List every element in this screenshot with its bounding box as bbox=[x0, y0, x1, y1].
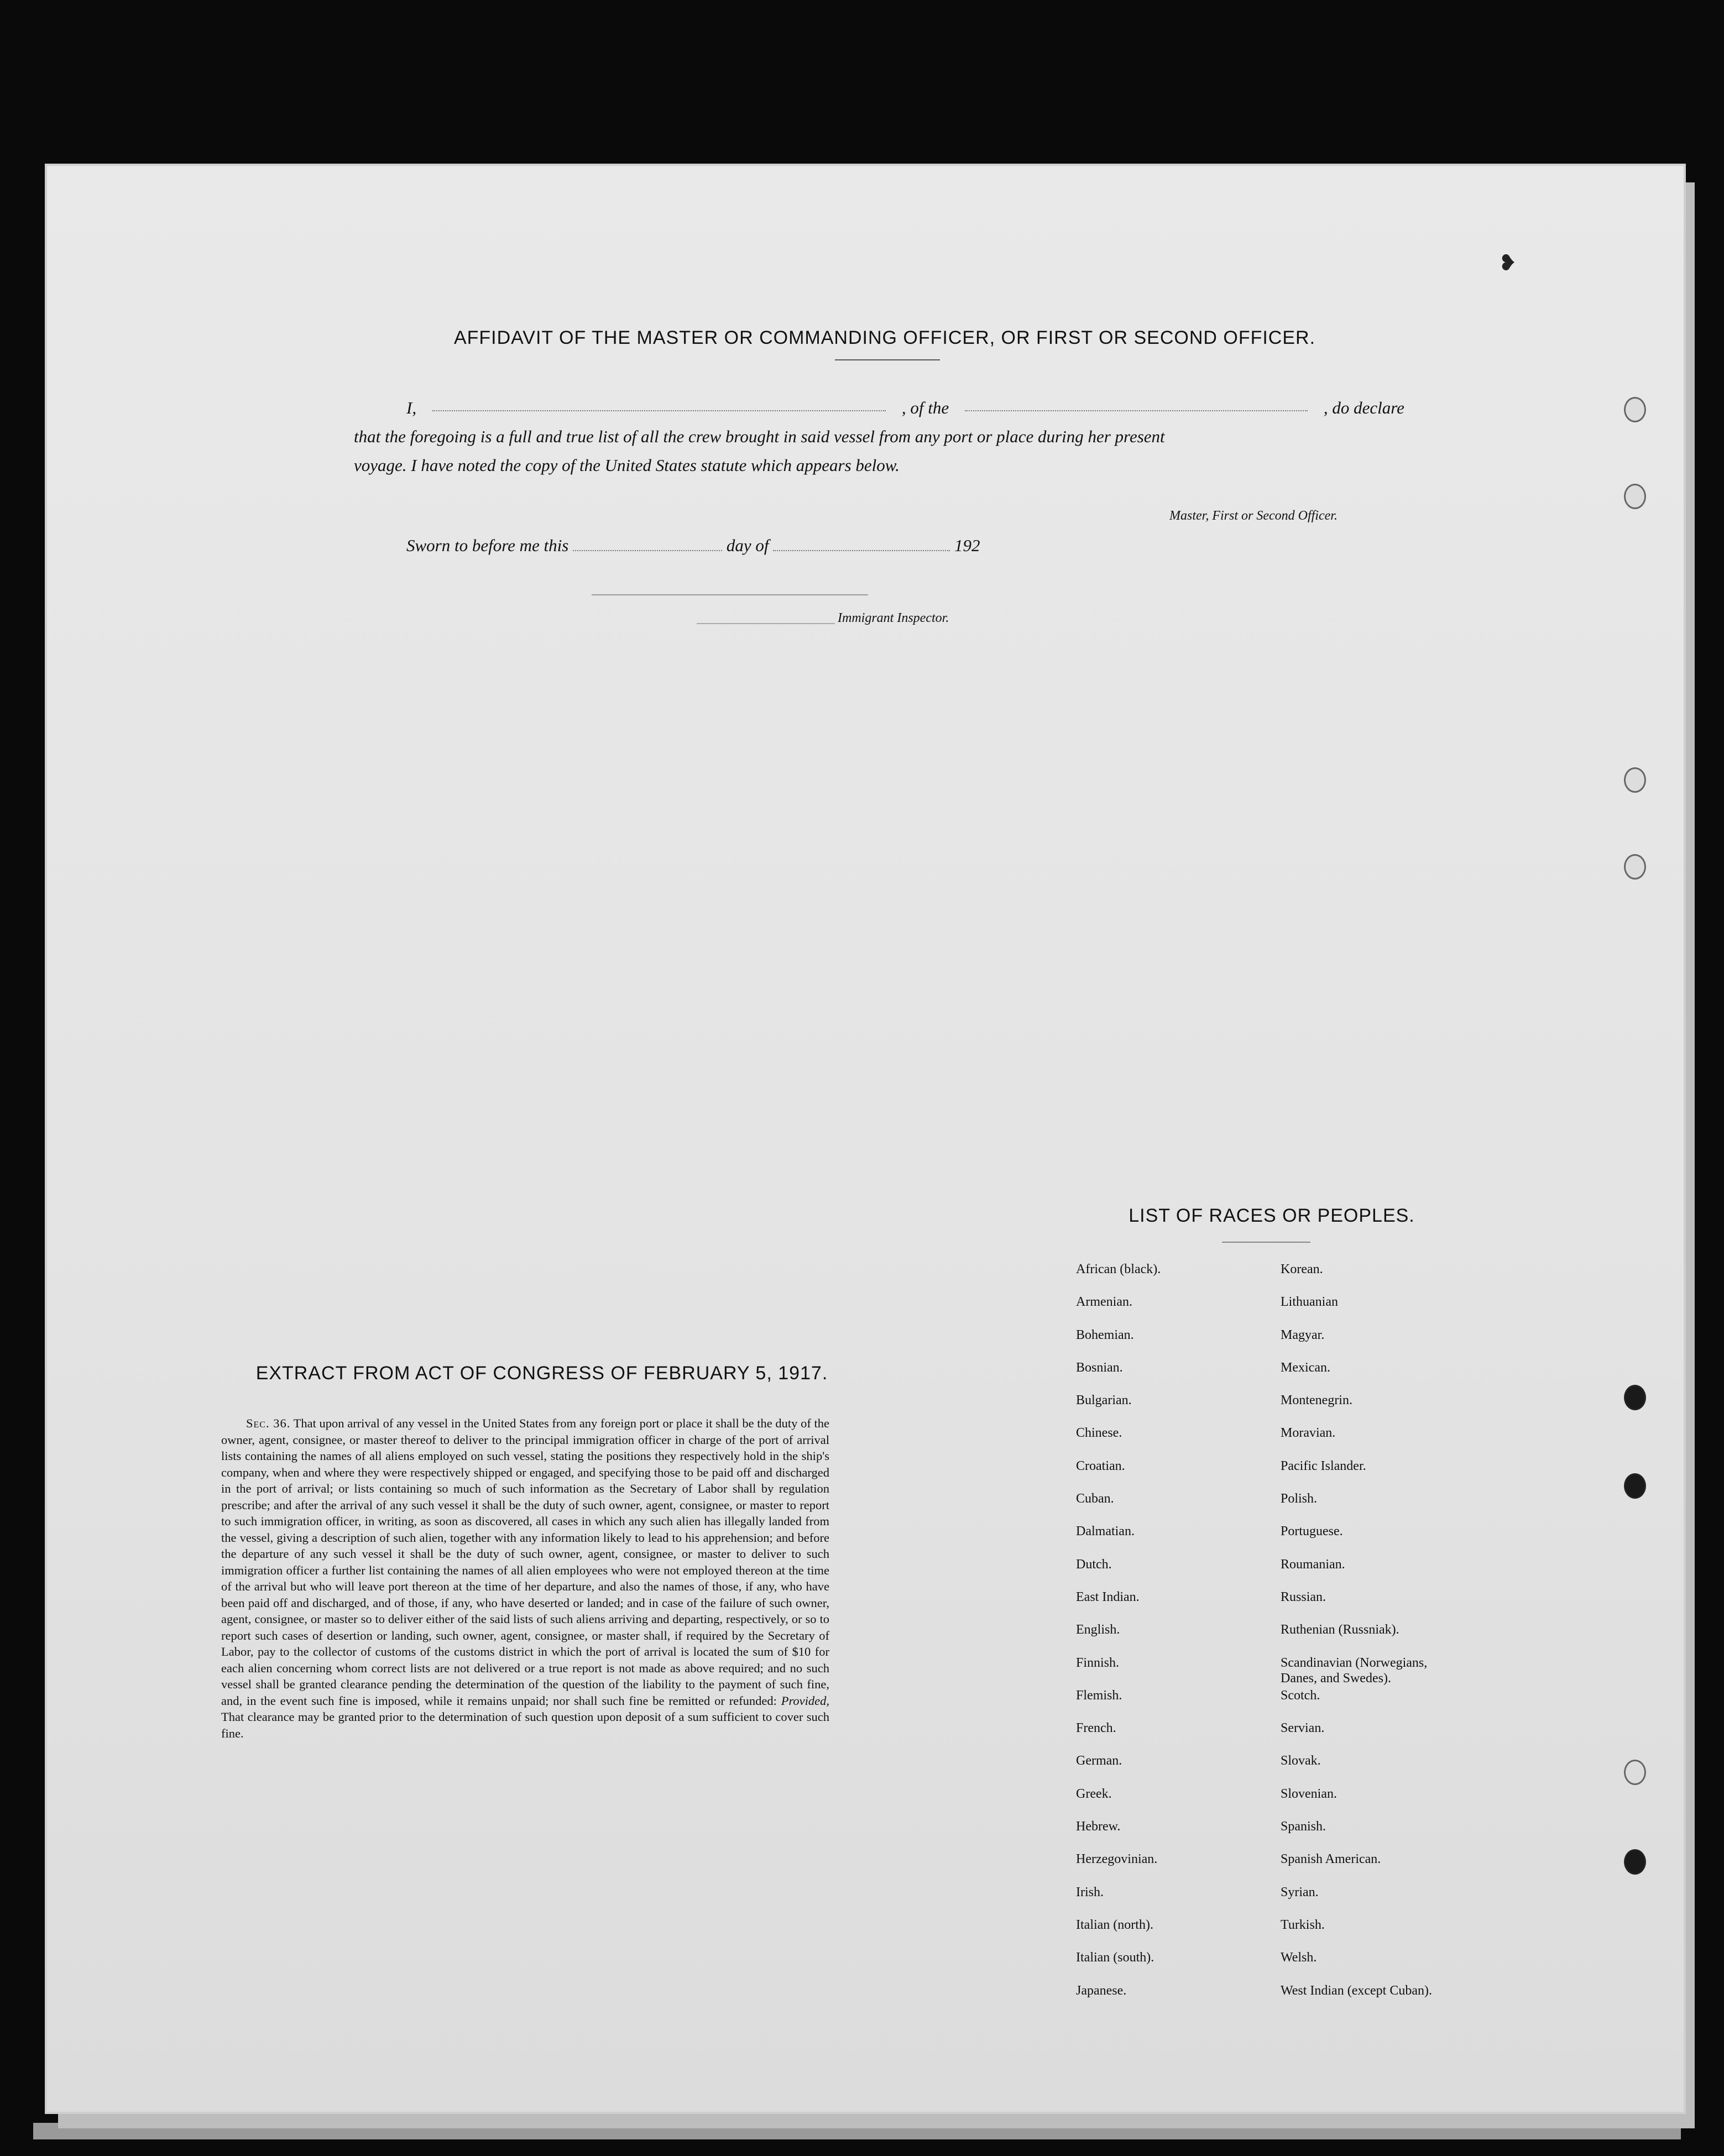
race-item: Polish. bbox=[1281, 1492, 1318, 1506]
race-item: Roumanian. bbox=[1281, 1557, 1345, 1572]
race-item: Spanish American. bbox=[1281, 1852, 1381, 1867]
race-item: Irish. bbox=[1076, 1885, 1104, 1899]
race-item: Turkish. bbox=[1281, 1917, 1325, 1932]
extract-body bbox=[221, 1415, 829, 1741]
day-of-label: day of bbox=[726, 536, 769, 555]
race-item: Cuban. bbox=[1076, 1492, 1114, 1506]
race-item: Croatian. bbox=[1076, 1458, 1125, 1473]
races-column-right bbox=[1281, 1262, 1502, 2016]
races-title: LIST OF RACES OR PEOPLES. bbox=[1129, 1205, 1415, 1226]
vessel-blank[interactable] bbox=[965, 394, 1308, 411]
sworn-line bbox=[406, 533, 980, 556]
race-item: West Indian (except Cuban). bbox=[1281, 1983, 1432, 1998]
page-corner-mark: ❥ bbox=[1498, 250, 1517, 275]
binder-hole bbox=[1624, 1849, 1646, 1875]
race-item: Syrian. bbox=[1281, 1885, 1319, 1899]
race-item: English. bbox=[1076, 1623, 1120, 1637]
race-item: Moravian. bbox=[1281, 1426, 1336, 1441]
provided-label: Provided, bbox=[781, 1693, 830, 1708]
race-item: Finnish. bbox=[1076, 1655, 1120, 1670]
race-item: Magyar. bbox=[1281, 1327, 1325, 1342]
binder-hole bbox=[1624, 767, 1646, 793]
race-item: Hebrew. bbox=[1076, 1819, 1121, 1834]
inspector-signature-line[interactable] bbox=[592, 594, 868, 595]
race-item: Spanish. bbox=[1281, 1819, 1326, 1834]
title-divider bbox=[835, 359, 940, 360]
race-item: Bohemian. bbox=[1076, 1327, 1134, 1342]
affidavit-title: AFFIDAVIT OF THE MASTER OR COMMANDING OFFICER, OR FIRST OR SECOND OFFICER. bbox=[453, 327, 1316, 348]
master-signature-label: Master, First or Second Officer. bbox=[1169, 509, 1338, 523]
race-item: Greek. bbox=[1076, 1786, 1112, 1801]
race-item: Slovenian. bbox=[1281, 1786, 1337, 1801]
race-item: Korean. bbox=[1281, 1262, 1323, 1276]
section-text-end: That clearance may be granted prior to the determination of such question upon deposit of a sum sufficient to cover such fine. bbox=[221, 1710, 829, 1740]
declaration-do-declare: , do declare bbox=[1323, 398, 1404, 417]
race-item: Bosnian. bbox=[1076, 1360, 1123, 1375]
affidavit-declaration bbox=[354, 394, 1404, 480]
inspector-signature-label: Immigrant Inspector. bbox=[838, 611, 949, 625]
race-item: Armenian. bbox=[1076, 1295, 1132, 1310]
year-label: 192 bbox=[954, 536, 980, 555]
race-item: Montenegrin. bbox=[1281, 1393, 1352, 1408]
race-item: Pacific Islander. bbox=[1281, 1458, 1366, 1473]
race-item: African (black). bbox=[1076, 1262, 1161, 1276]
page-stack-edge bbox=[33, 2123, 1681, 2139]
extract-title: EXTRACT FROM ACT OF CONGRESS OF FEBRUARY 5, 1917. bbox=[255, 1363, 828, 1384]
race-item: Italian (north). bbox=[1076, 1917, 1153, 1932]
binder-hole bbox=[1624, 484, 1646, 509]
declaration-i: I, bbox=[406, 398, 417, 417]
race-item: Slovak. bbox=[1281, 1754, 1321, 1768]
race-item: Flemish. bbox=[1076, 1688, 1122, 1703]
race-item: Portuguese. bbox=[1281, 1524, 1343, 1539]
name-blank[interactable] bbox=[432, 394, 886, 411]
declaration-line-2: that the foregoing is a full and true list of all the crew brought in said vessel from any port or place during her present bbox=[354, 427, 1165, 446]
section-label: Sec. 36. bbox=[246, 1416, 291, 1430]
races-divider bbox=[1222, 1242, 1310, 1243]
declaration-line-3: voyage. I have noted the copy of the United States statute which appears below. bbox=[354, 456, 900, 475]
race-item: Mexican. bbox=[1281, 1360, 1330, 1375]
race-item: Scotch. bbox=[1281, 1688, 1320, 1703]
inspector-dotted-line bbox=[697, 623, 835, 624]
races-column-left bbox=[1076, 1262, 1275, 2016]
race-item: Dalmatian. bbox=[1076, 1524, 1135, 1539]
race-item: East Indian. bbox=[1076, 1589, 1140, 1604]
binder-hole bbox=[1624, 854, 1646, 880]
race-item: Russian. bbox=[1281, 1589, 1326, 1604]
race-item: French. bbox=[1076, 1721, 1116, 1736]
month-blank[interactable] bbox=[773, 533, 950, 551]
race-item: German. bbox=[1076, 1754, 1122, 1768]
binder-hole bbox=[1624, 1473, 1646, 1499]
sworn-label: Sworn to before me this bbox=[406, 536, 569, 555]
declaration-of-the: , of the bbox=[901, 398, 949, 417]
race-item: Servian. bbox=[1281, 1721, 1325, 1736]
race-item: Ruthenian (Russniak). bbox=[1281, 1623, 1399, 1637]
binder-hole bbox=[1624, 397, 1646, 422]
race-item: Japanese. bbox=[1076, 1983, 1127, 1998]
section-text: That upon arrival of any vessel in the United States from any foreign port or place it shall be the duty of the owner, agent, consignee, or master thereof to deliver to the principal immigration officer in charge of the port of arrival lists containing the names of all aliens employed on such vessel, stating the positions they respectively hold in the ship's company, when and where they were respectively shipped or engaged, and specifying those to be paid off and discharged in the port of arrival; or lists containing so much of such information as the Secretary of Labor shall by regulation prescribe; and after the arrival of any such vessel it shall be the duty of such owner, agent, consignee, or master to report to such immigration officer, in writing, as soon as discovered, all cases in which any such alien has illegally landed from the vessel, giving a description of such alien, together with any information likely to lead to his apprehension; and before the departure of any such vessel it shall be the duty of such owner, agent, consignee, or master to deliver to such immigration officer a further list containing the names of all alien employees who were not employed thereon at the time of the arrival but who will leave port thereon at the time of her departure, and also the names of those, if any, who have been paid off and discharged, and of those, if any, who have deserted or landed; and in case of the failure of such owner, agent, consignee, or master so to deliver either of the said lists of such aliens arriving and departing, respectively, or so to report such cases of desertion or landing, such owner, agent, consignee, or master shall, if required by the Secretary of Labor, pay to the collector of customs of the customs district in which the port of arrival is located the sum of $10 for each alien concerning whom correct lists are not delivered or a true report is not made as above required; and no such vessel shall be granted clearance pending the determination of the question of the liability to the payment of such fine, and, in the event such fine is imposed, while it remains unpaid; nor shall such fine be remitted or refunded: bbox=[221, 1416, 829, 1708]
race-item: Italian (south). bbox=[1076, 1950, 1154, 1965]
race-item: Bulgarian. bbox=[1076, 1393, 1132, 1408]
day-blank[interactable] bbox=[573, 533, 722, 551]
race-item: Welsh. bbox=[1281, 1950, 1317, 1965]
race-item: Lithuanian bbox=[1281, 1295, 1338, 1310]
binder-hole bbox=[1624, 1385, 1646, 1410]
race-item: Chinese. bbox=[1076, 1426, 1122, 1441]
race-item: Herzegovinian. bbox=[1076, 1852, 1158, 1867]
race-item: Scandinavian (Norwegians, Danes, and Swedes). bbox=[1281, 1655, 1428, 1686]
binder-hole bbox=[1624, 1760, 1646, 1785]
race-item: Dutch. bbox=[1076, 1557, 1112, 1572]
